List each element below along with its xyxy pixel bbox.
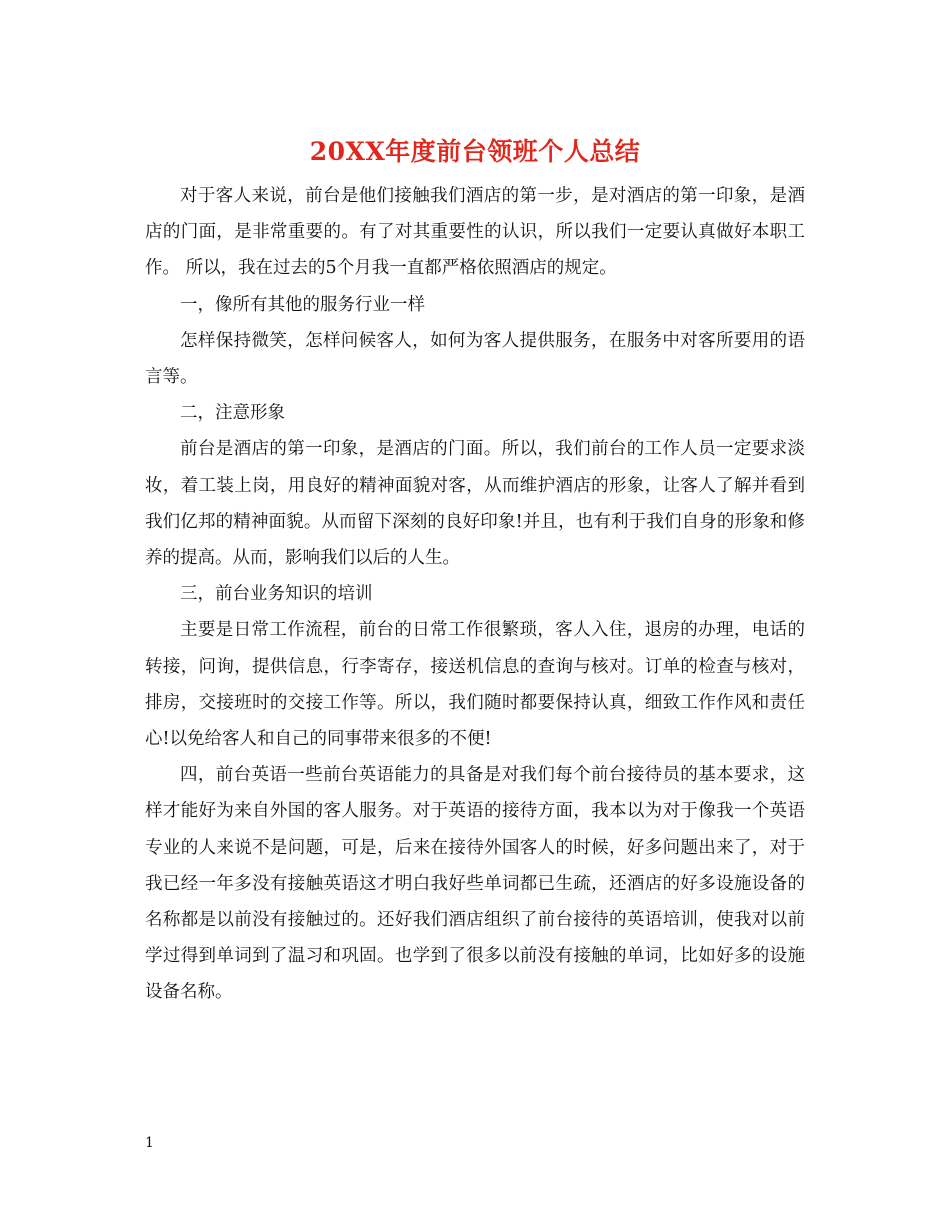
document-body: [145, 178, 805, 1011]
section-heading-1: 一，像所有其他的服务行业一样: [180, 294, 425, 315]
paragraph-section-1: 怎样保持微笑，怎样问候客人，如何为客人提供服务，在服务中对客所要用的语言等。: [145, 330, 805, 388]
section-heading-2: 二，注意形象: [180, 403, 285, 424]
paragraph-intro: 对于客人来说，前台是他们接触我们酒店的第一步，是对酒店的第一印象，是酒店的门面，是非常重要的。有了对其重要性的认识，所以我们一定要认真做好本职工作。 所以，我在过去的5个月我一直都严格依照酒店的规定。: [145, 186, 805, 279]
page-number: 1: [145, 1135, 154, 1151]
paragraph-section-3: 主要是日常工作流程，前台的日常工作很繁琐，客人入住，退房的办理，电话的转接，问询，提供信息，行李寄存，接送机信息的查询与核对。订单的检查与核对，排房，交接班时的交接工作等。所以，我们随时都要保持认真，细致工作作风和责任心!以免给客人和自己的同事带来很多的不便!: [145, 620, 805, 750]
section-heading-3: 三，前台业务知识的培训: [180, 584, 373, 605]
document-title: 20XX年度前台领班个人总结: [309, 137, 641, 166]
paragraph-section-4: 四，前台英语一些前台英语能力的具备是对我们每个前台接待员的基本要求，这样才能好为来自外国的客人服务。对于英语的接待方面，我本以为对于像我一个英语专业的人来说不是问题，可是，后来在接待外国客人的时候，好多问题出来了，对于我已经一年多没有接触英语这才明白我好些单词都已生疏，还酒店的好多设施设备的名称都是以前没有接触过的。还好我们酒店组织了前台接待的英语培训，使我对以前学过得到单词到了温习和巩固。也学到了很多以前没有接触的单词，比如好多的设施设备名称。: [145, 765, 805, 1003]
paragraph-section-2: 前台是酒店的第一印象，是酒店的门面。所以，我们前台的工作人员一定要求淡妆，着工装上岗，用良好的精神面貌对客，从而维护酒店的形象，让客人了解并看到我们亿邦的精神面貌。从而留下深刻的良好印象!并且，也有利于我们自身的形象和修养的提高。从而，影响我们以后的人生。: [145, 439, 805, 569]
